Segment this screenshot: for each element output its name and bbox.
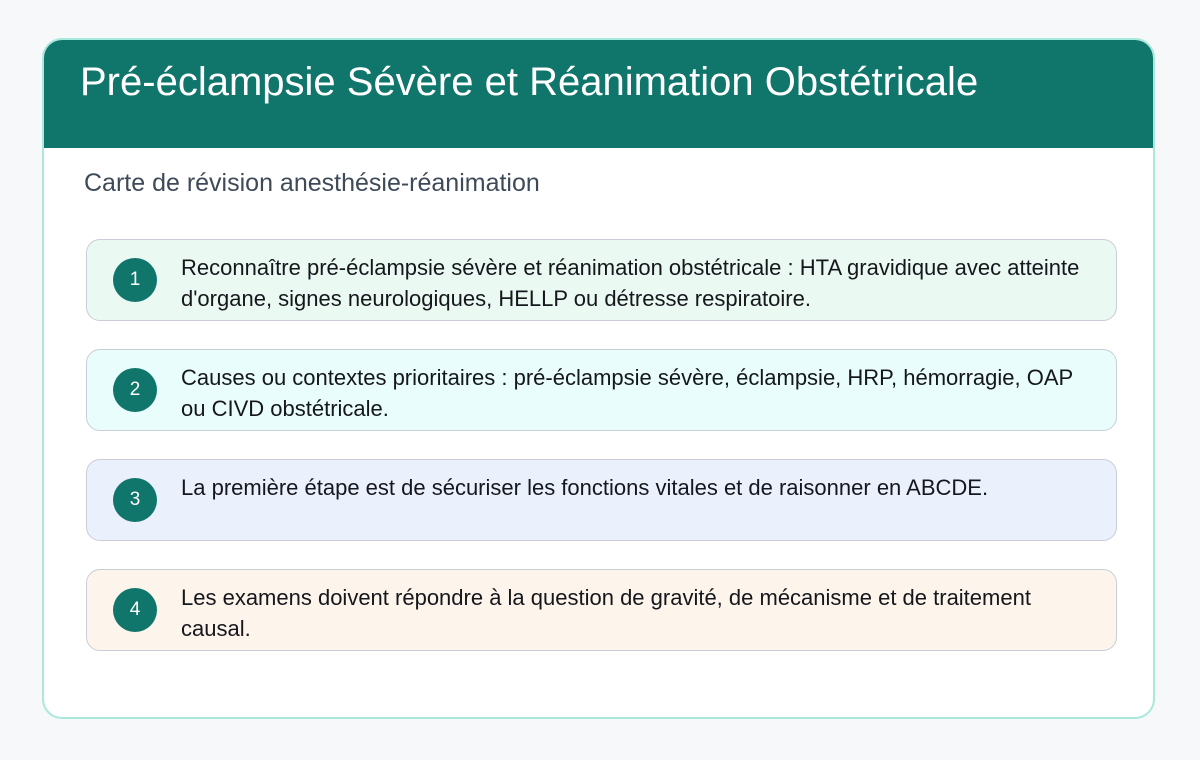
item-number-badge: 3 — [113, 478, 157, 522]
card-title: Pré-éclampsie Sévère et Réanimation Obstétricale — [80, 60, 979, 104]
card-header — [44, 40, 1153, 148]
list-item — [86, 459, 1117, 541]
list-item — [86, 349, 1117, 431]
card-subtitle: Carte de révision anesthésie-réanimation — [84, 169, 540, 197]
item-number-badge: 4 — [113, 588, 157, 632]
item-text: Causes ou contextes prioritaires : pré-éclampsie sévère, éclampsie, HRP, hémorragie, OAP ou CIVD obstétricale. — [181, 365, 1073, 421]
item-number-badge: 1 — [113, 258, 157, 302]
item-number-badge: 2 — [113, 368, 157, 412]
list-item — [86, 569, 1117, 651]
item-text: Reconnaître pré-éclampsie sévère et réanimation obstétricale : HTA gravidique avec atteinte d'organe, signes neurologiques, HELLP ou détresse respiratoire. — [181, 255, 1080, 311]
list-item — [86, 239, 1117, 321]
item-text: Les examens doivent répondre à la question de gravité, de mécanisme et de traitement causal. — [181, 585, 1031, 641]
revision-card — [42, 38, 1155, 719]
item-text: La première étape est de sécuriser les fonctions vitales et de raisonner en ABCDE. — [181, 475, 989, 500]
